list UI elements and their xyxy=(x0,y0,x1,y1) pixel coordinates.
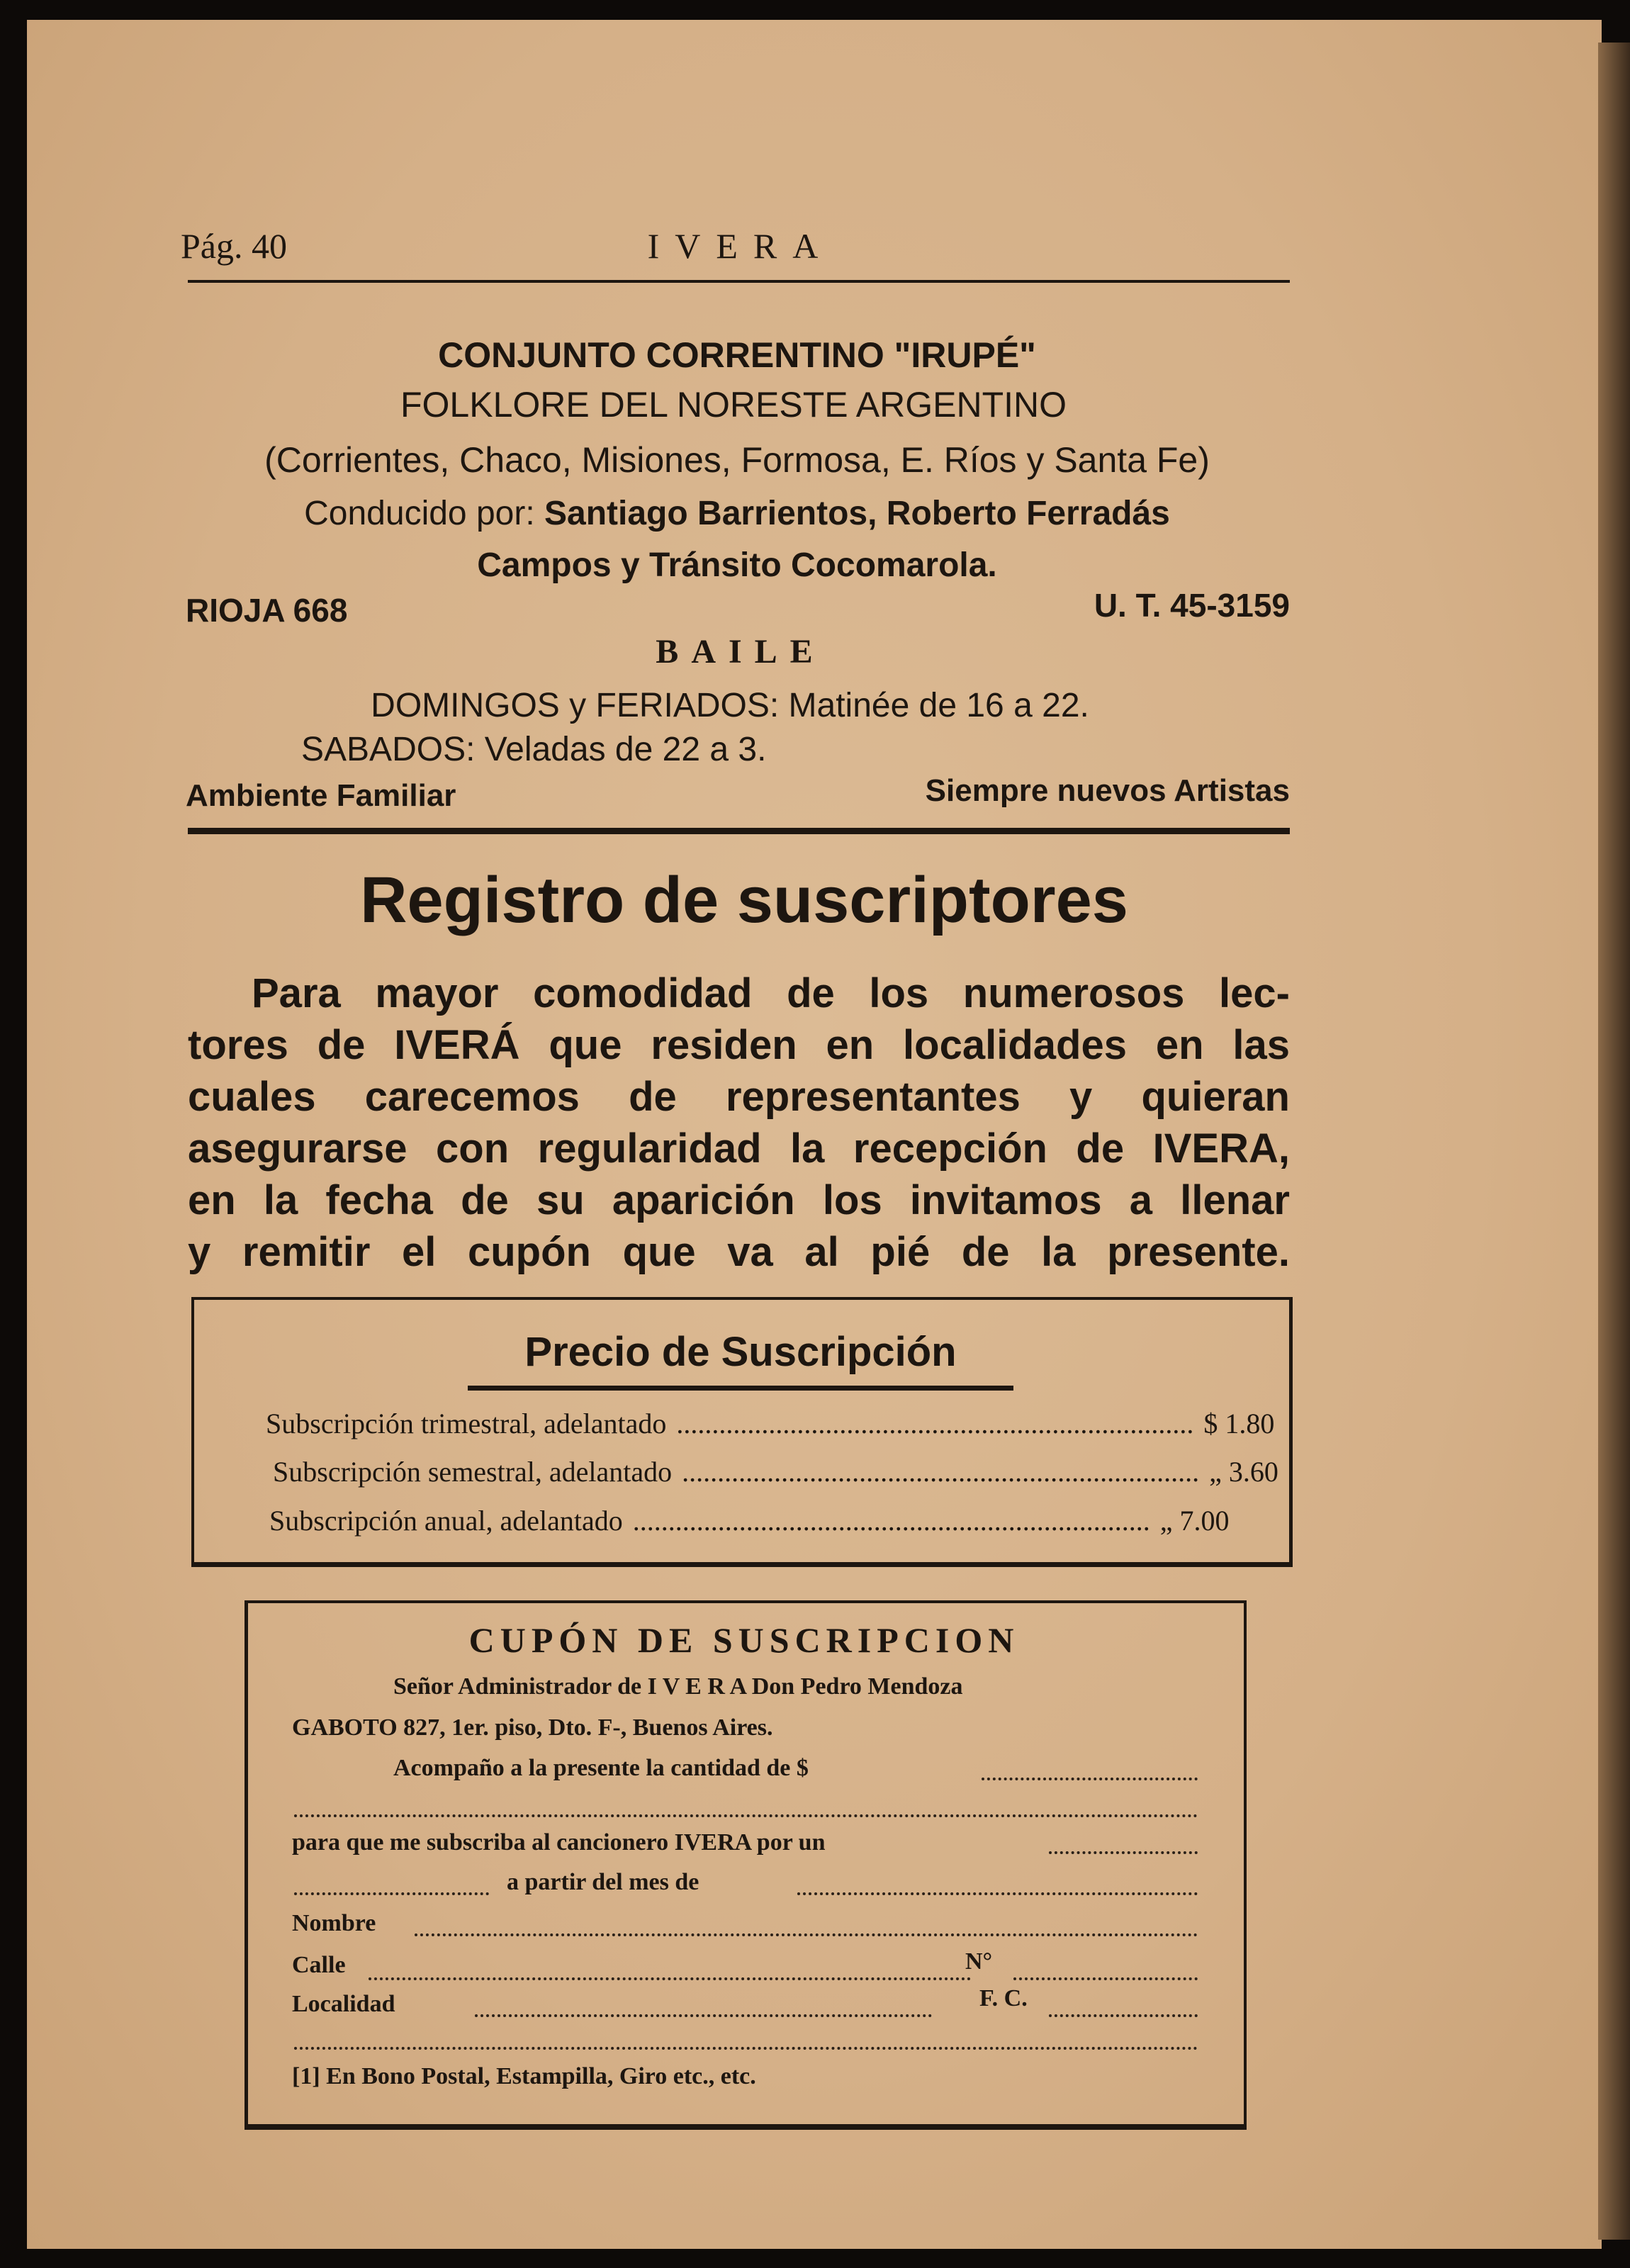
street-label: Calle xyxy=(292,1952,346,1978)
dot-leader: ......................................................................... xyxy=(682,1456,1200,1488)
locality-label: Localidad xyxy=(292,1991,395,2017)
ad-schedule-2: SABADOS: Veladas de 22 a 3. xyxy=(301,731,767,768)
registro-title: Registro de suscriptores xyxy=(360,864,1128,936)
price-label: Subscripción trimestral, adelantado xyxy=(266,1408,667,1439)
price-value: $ 1.80 xyxy=(1203,1408,1275,1439)
amount-label: Acompaño a la presente la cantidad de $ xyxy=(393,1755,809,1781)
ad-directors-2: Campos y Tránsito Cocomarola. xyxy=(477,546,997,584)
header-rule xyxy=(188,280,1290,283)
price-label: Subscripción semestral, adelantado xyxy=(273,1456,673,1488)
price-row xyxy=(269,1504,1230,1538)
coupon-address: GABOTO 827, 1er. piso, Dto. F-, Buenos Aires. xyxy=(292,1714,773,1741)
amount-field[interactable] xyxy=(982,1778,1198,1780)
ad-subtitle: FOLKLORE DEL NORESTE ARGENTINO xyxy=(400,385,1067,425)
subscribe-label: para que me subscriba al cancionero IVERA por un xyxy=(292,1829,826,1856)
paragraph-line: en la fecha de su aparición los invitamos a llenar xyxy=(188,1177,1290,1223)
ad-regions: (Corrientes, Chaco, Misiones, Formosa, E. Ríos y Santa Fe) xyxy=(264,440,1210,480)
ad-title: CONJUNTO CORRENTINO "IRUPÉ" xyxy=(438,335,1036,375)
ad-address: RIOJA 668 xyxy=(186,592,348,629)
amount-field-line-2[interactable] xyxy=(294,1814,1198,1817)
dot-leader: ......................................................................... xyxy=(676,1408,1194,1439)
street-field[interactable] xyxy=(369,1977,971,1980)
page-number: Pág. 40 xyxy=(181,226,287,266)
price-row xyxy=(273,1455,1278,1489)
fc-label: F. C. xyxy=(979,1985,1028,2011)
magazine-title: IVERA xyxy=(647,226,834,266)
paragraph-line: cuales carecemos de representantes y quieran xyxy=(188,1074,1290,1120)
price-label: Subscripción anual, adelantado xyxy=(269,1505,623,1537)
number-label: N° xyxy=(965,1948,993,1975)
coupon-addressee: Señor Administrador de I V E R A Don Pedro Mendoza xyxy=(393,1673,963,1700)
price-value: „ 3.60 xyxy=(1209,1456,1278,1488)
ad-directors-line xyxy=(304,494,1170,534)
ad-artists: Siempre nuevos Artistas xyxy=(925,773,1290,808)
price-title: Precio de Suscripción xyxy=(524,1329,957,1375)
month-field[interactable] xyxy=(797,1892,1198,1895)
name-field[interactable] xyxy=(415,1933,1198,1936)
extra-field[interactable] xyxy=(294,2047,1198,2050)
paragraph-line: Para mayor comodidad de los numerosos lec- xyxy=(252,970,1290,1016)
ad-bottom-rule xyxy=(188,828,1290,834)
number-field[interactable] xyxy=(1013,1977,1198,1980)
price-title-underline xyxy=(468,1386,1013,1391)
period-field-line-2[interactable] xyxy=(294,1892,489,1895)
ad-schedule-1: DOMINGOS y FERIADOS: Matinée de 16 a 22. xyxy=(371,687,1089,724)
paragraph-line: tores de IVERÁ que residen en localidades en las xyxy=(188,1022,1290,1068)
locality-field[interactable] xyxy=(475,2014,932,2017)
fc-field[interactable] xyxy=(1049,2014,1198,2017)
price-value: „ 7.00 xyxy=(1159,1505,1230,1537)
directors-names: Santiago Barrientos, Roberto Ferradás xyxy=(544,495,1170,532)
ad-ambience: Ambiente Familiar xyxy=(186,778,456,813)
ad-phone: U. T. 45-3159 xyxy=(1094,587,1290,624)
name-label: Nombre xyxy=(292,1910,376,1936)
paragraph-line: y remitir el cupón que va al pié de la presente. xyxy=(188,1229,1290,1275)
coupon-footnote: [1] En Bono Postal, Estampilla, Giro etc., etc. xyxy=(292,2063,756,2089)
price-row xyxy=(266,1407,1275,1441)
paragraph-line: asegurarse con regularidad la recepción de IVERA, xyxy=(188,1125,1290,1172)
dot-leader: ......................................................................... xyxy=(632,1505,1150,1537)
registro-paragraph xyxy=(188,967,1290,1278)
page-edge xyxy=(1598,43,1630,2240)
period-field[interactable] xyxy=(1049,1851,1198,1854)
coupon-title: CUPÓN DE SUSCRIPCION xyxy=(468,1620,1020,1660)
ad-dance: BAILE xyxy=(656,633,826,670)
directed-label: Conducido por: xyxy=(304,495,535,532)
from-label: a partir del mes de xyxy=(507,1869,699,1895)
